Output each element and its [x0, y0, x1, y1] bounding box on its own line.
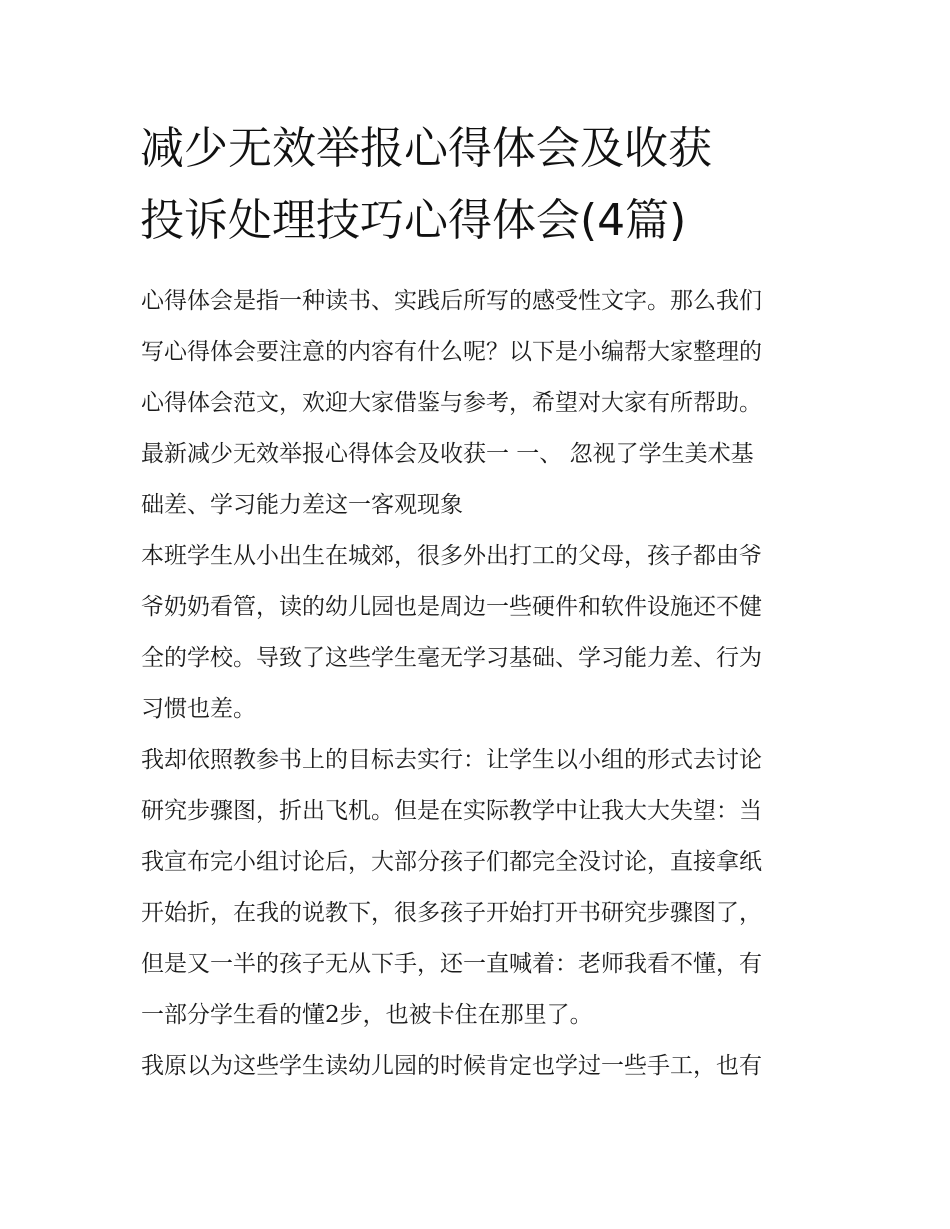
body-line: 本班学生从小出生在城郊，很多外出打工的父母，孩子都由爷: [141, 543, 762, 569]
document-title: [140, 113, 820, 257]
title-line: 投诉处理技巧心得体会(4篇): [140, 195, 687, 246]
body-line: 一部分学生看的懂2步，也被卡住在那里了。: [141, 1002, 593, 1028]
body-line: 开始折，在我的说教下，很多孩子开始打开书研究步骤图了，: [141, 900, 762, 926]
body-line: 我原以为这些学生读幼儿园的时候肯定也学过一些手工，也有: [141, 1053, 762, 1079]
body-line: 心得体会是指一种读书、实践后所写的感受性文字。那么我们: [141, 288, 762, 314]
body-line: 础差、学习能力差这一客观现象: [141, 492, 463, 518]
body-line: 但是又一半的孩子无从下手，还一直喊着：老师我看不懂，有: [141, 951, 762, 977]
body-line: 全的学校。导致了这些学生毫无学习基础、学习能力差、行为: [141, 645, 762, 671]
body-line: 研究步骤图，折出飞机。但是在实际教学中让我大大失望：当: [141, 798, 762, 824]
document-body: [141, 276, 821, 1092]
body-line: 我却依照教参书上的目标去实行：让学生以小组的形式去讨论: [141, 747, 762, 773]
body-line: 最新减少无效举报心得体会及收获一 一、 忽视了学生美术基: [141, 441, 754, 467]
body-line: 我宣布完小组讨论后，大部分孩子们都完全没讨论，直接拿纸: [141, 849, 762, 875]
title-line: 减少无效举报心得体会及收获: [140, 123, 712, 174]
body-line: 爷奶奶看管，读的幼儿园也是周边一些硬件和软件设施还不健: [141, 594, 762, 620]
body-line: 写心得体会要注意的内容有什么呢？以下是小编帮大家整理的: [141, 339, 762, 365]
body-line: 心得体会范文，欢迎大家借鉴与参考，希望对大家有所帮助。: [141, 390, 762, 416]
body-line: 习惯也差。: [141, 696, 256, 722]
